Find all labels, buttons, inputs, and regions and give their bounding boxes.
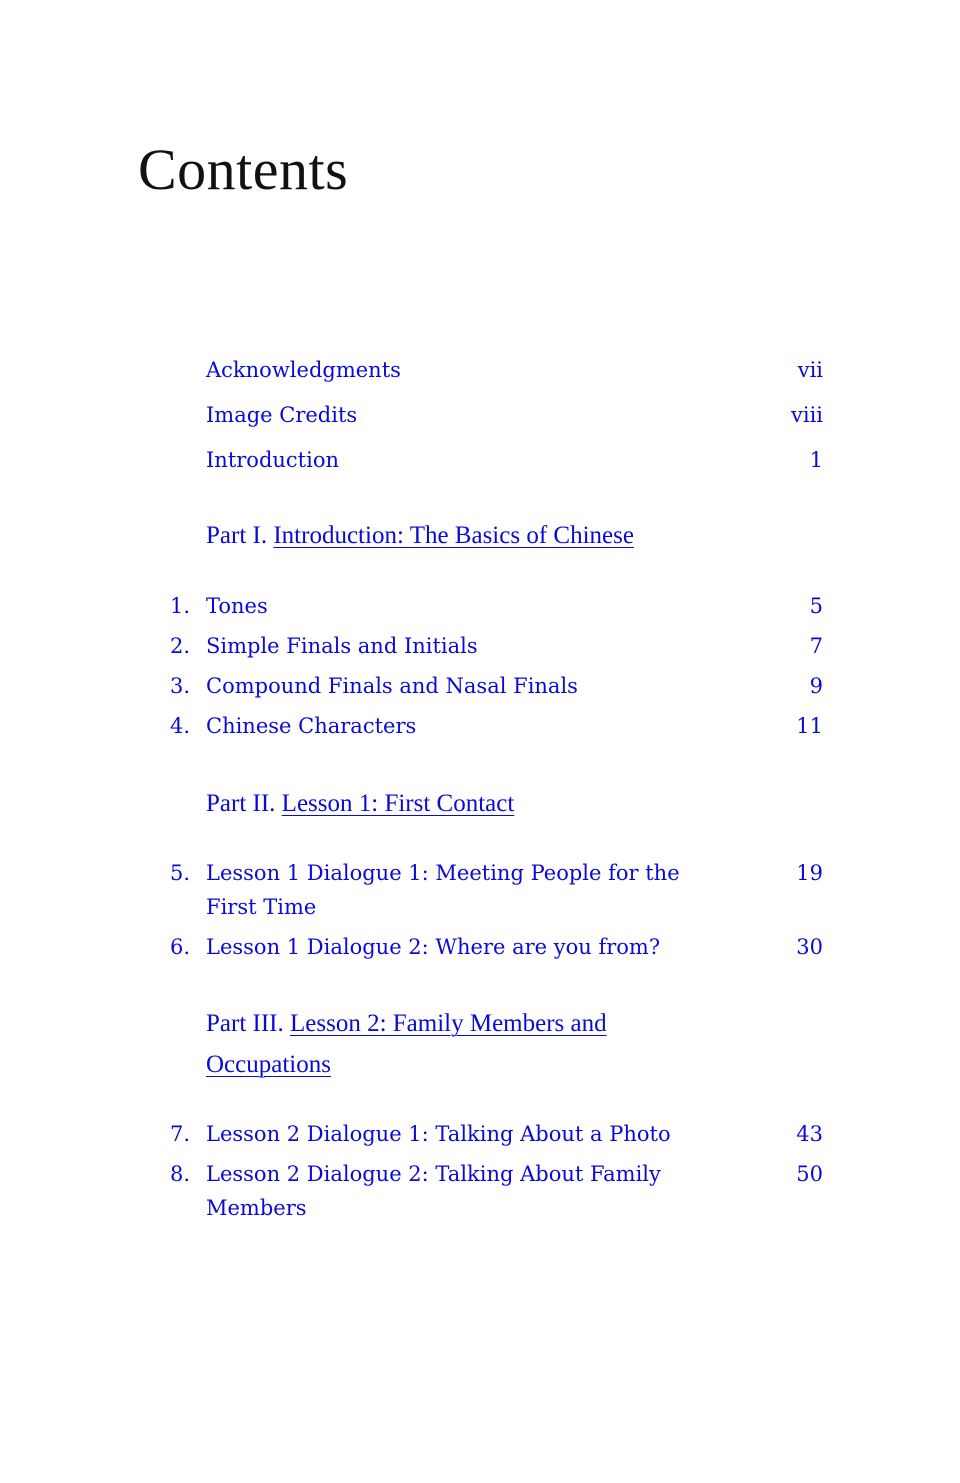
chapter-page: 19 [796,861,823,885]
toc-entry-page: viii [790,403,823,427]
chapter-number: 1. [169,594,190,618]
part-title: Introduction: The Basics of Chinese [273,522,634,549]
chapter-number: 8. [169,1162,190,1186]
toc-entry-title: Introduction [206,448,339,472]
chapter-number: 5. [169,861,190,885]
toc-entry-title: Image Credits [206,403,358,427]
chapter-page: 50 [796,1162,823,1186]
chapter-page: 9 [809,674,823,698]
toc-part-3[interactable] [206,1003,646,1085]
chapter-title: Tones [206,594,268,618]
chapter-title: Compound Finals and Nasal Finals [206,674,578,698]
toc-entry-title: Acknowledgments [206,358,401,382]
chapter-page: 30 [796,935,823,959]
chapter-number: 2. [169,634,190,658]
part-label: Part I. [206,522,268,549]
chapter-number: 4. [169,714,190,738]
chapter-page: 7 [809,634,823,658]
chapter-page: 11 [796,714,823,738]
chapter-page: 43 [796,1122,823,1146]
chapter-title: Lesson 1 Dialogue 2: Where are you from? [206,935,661,959]
chapter-number: 3. [169,674,190,698]
chapter-title: Simple Finals and Initials [206,634,478,658]
chapter-title: Lesson 1 Dialogue 1: Meeting People for the First Time [206,861,680,919]
chapter-page: 5 [809,594,823,618]
part-label: Part III. [206,1010,284,1037]
part-label: Part II. [206,790,276,817]
toc-entry-page: vii [797,358,823,382]
part-title: Lesson 2: Family Members and Occupations [206,1010,607,1078]
chapter-number: 6. [169,935,190,959]
chapter-number: 7. [169,1122,190,1146]
part-title: Lesson 1: First Contact [281,790,515,817]
page-title: Contents [138,137,349,202]
chapter-title: Lesson 2 Dialogue 1: Talking About a Photo [206,1122,671,1146]
toc-part-2[interactable] [206,783,646,824]
toc-entry-page: 1 [809,448,823,472]
toc-part-1[interactable] [206,515,646,556]
chapter-title: Chinese Characters [206,714,417,738]
chapter-title: Lesson 2 Dialogue 2: Talking About Family Members [206,1162,661,1220]
